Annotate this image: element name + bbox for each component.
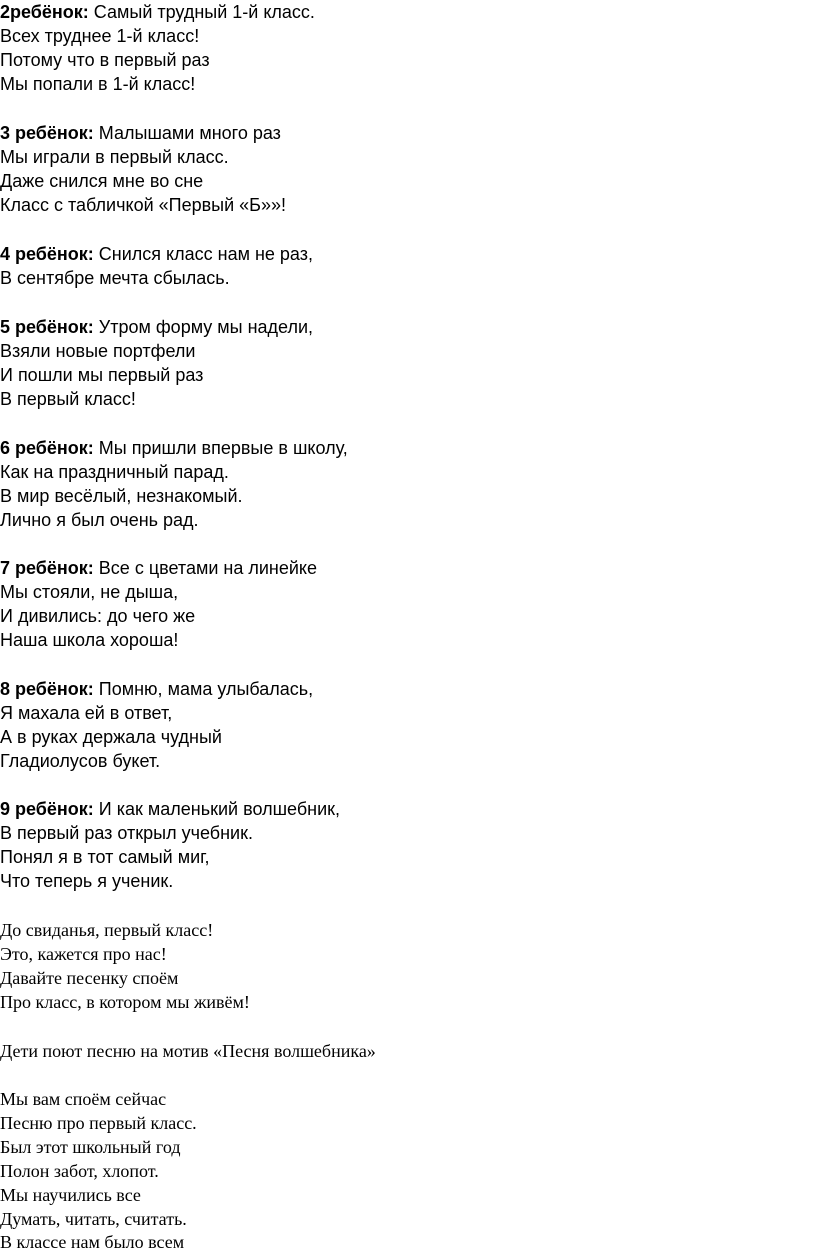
stanza-line: 5 ребёнок: Утром форму мы надели,	[0, 317, 314, 337]
stanza-line: Наша школа хороша!	[0, 630, 179, 650]
song-line: Был этот школьный год	[0, 1137, 181, 1157]
stage-direction: Дети поют песню на мотив «Песня волшебника»	[0, 1041, 376, 1061]
speaker-label: 9 ребёнок:	[0, 799, 94, 819]
stanza-line: 9 ребёнок: И как маленький волшебник,	[0, 799, 341, 819]
song-line: Мы вам споём сейчас	[0, 1089, 167, 1109]
song-line: Мы научились все	[0, 1185, 141, 1205]
stanza-line: 7 ребёнок: Все с цветами на линейке	[0, 558, 317, 578]
chorus-line: Про класс, в котором мы живём!	[0, 992, 250, 1012]
song-line: Думать, читать, считать.	[0, 1209, 187, 1229]
speaker-label: 4 ребёнок:	[0, 244, 94, 264]
stanza-line: В сентябре мечта сбылась.	[0, 268, 230, 288]
speaker-label: 5 ребёнок:	[0, 317, 94, 337]
speaker-label: 6 ребёнок:	[0, 438, 94, 458]
stanza-line: Лично я был очень рад.	[0, 510, 199, 530]
stanza-line: Потому что в первый раз	[0, 50, 210, 70]
stanza-line: 2ребёнок: Самый трудный 1-й класс.	[0, 2, 315, 22]
stanza-line: 3 ребёнок: Малышами много раз	[0, 123, 281, 143]
stanza-line: И пошли мы первый раз	[0, 365, 204, 385]
chorus-line: Это, кажется про нас!	[0, 944, 167, 964]
stanza-line: Взяли новые портфели	[0, 341, 196, 361]
speaker-label: 2ребёнок:	[0, 2, 89, 22]
stanza-line: А в руках держала чудный	[0, 727, 222, 747]
stanza-line: В первый раз открыл учебник.	[0, 823, 253, 843]
chorus-line: До свиданья, первый класс!	[0, 920, 214, 940]
speaker-label: 3 ребёнок:	[0, 123, 94, 143]
stanza-line: Даже снился мне во сне	[0, 171, 204, 191]
song-line: Полон забот, хлопот.	[0, 1161, 159, 1181]
stanza-line: Гладиолусов букет.	[0, 751, 161, 771]
stanza-line: Мы попали в 1-й класс!	[0, 74, 196, 94]
stanza-line: Понял я в тот самый миг,	[0, 847, 210, 867]
stanza-line: В мир весёлый, незнакомый.	[0, 486, 243, 506]
stanza-line: Мы стояли, не дыша,	[0, 582, 179, 602]
stanza-line: Я махала ей в ответ,	[0, 703, 173, 723]
stanza-line: Класс с табличкой «Первый «Б»»!	[0, 195, 287, 215]
stanza-line: 4 ребёнок: Снился класс нам не раз,	[0, 244, 313, 264]
chorus-line: Давайте песенку споём	[0, 968, 179, 988]
stanza-line: 8 ребёнок: Помню, мама улыбалась,	[0, 679, 314, 699]
stanza-line: И дивились: до чего же	[0, 606, 196, 626]
stanza-line: Всех труднее 1-й класс!	[0, 26, 200, 46]
speaker-label: 8 ребёнок:	[0, 679, 94, 699]
stanza-line: 6 ребёнок: Мы пришли впервые в школу,	[0, 438, 348, 458]
song-line: Песню про первый класс.	[0, 1113, 197, 1133]
song-line: В классе нам было всем	[0, 1232, 185, 1252]
stanza-line: Как на праздничный парад.	[0, 462, 229, 482]
stanza-line: В первый класс!	[0, 389, 136, 409]
stanza-line: Мы играли в первый класс.	[0, 147, 229, 167]
stanza-line: Что теперь я ученик.	[0, 871, 174, 891]
speaker-label: 7 ребёнок:	[0, 558, 94, 578]
